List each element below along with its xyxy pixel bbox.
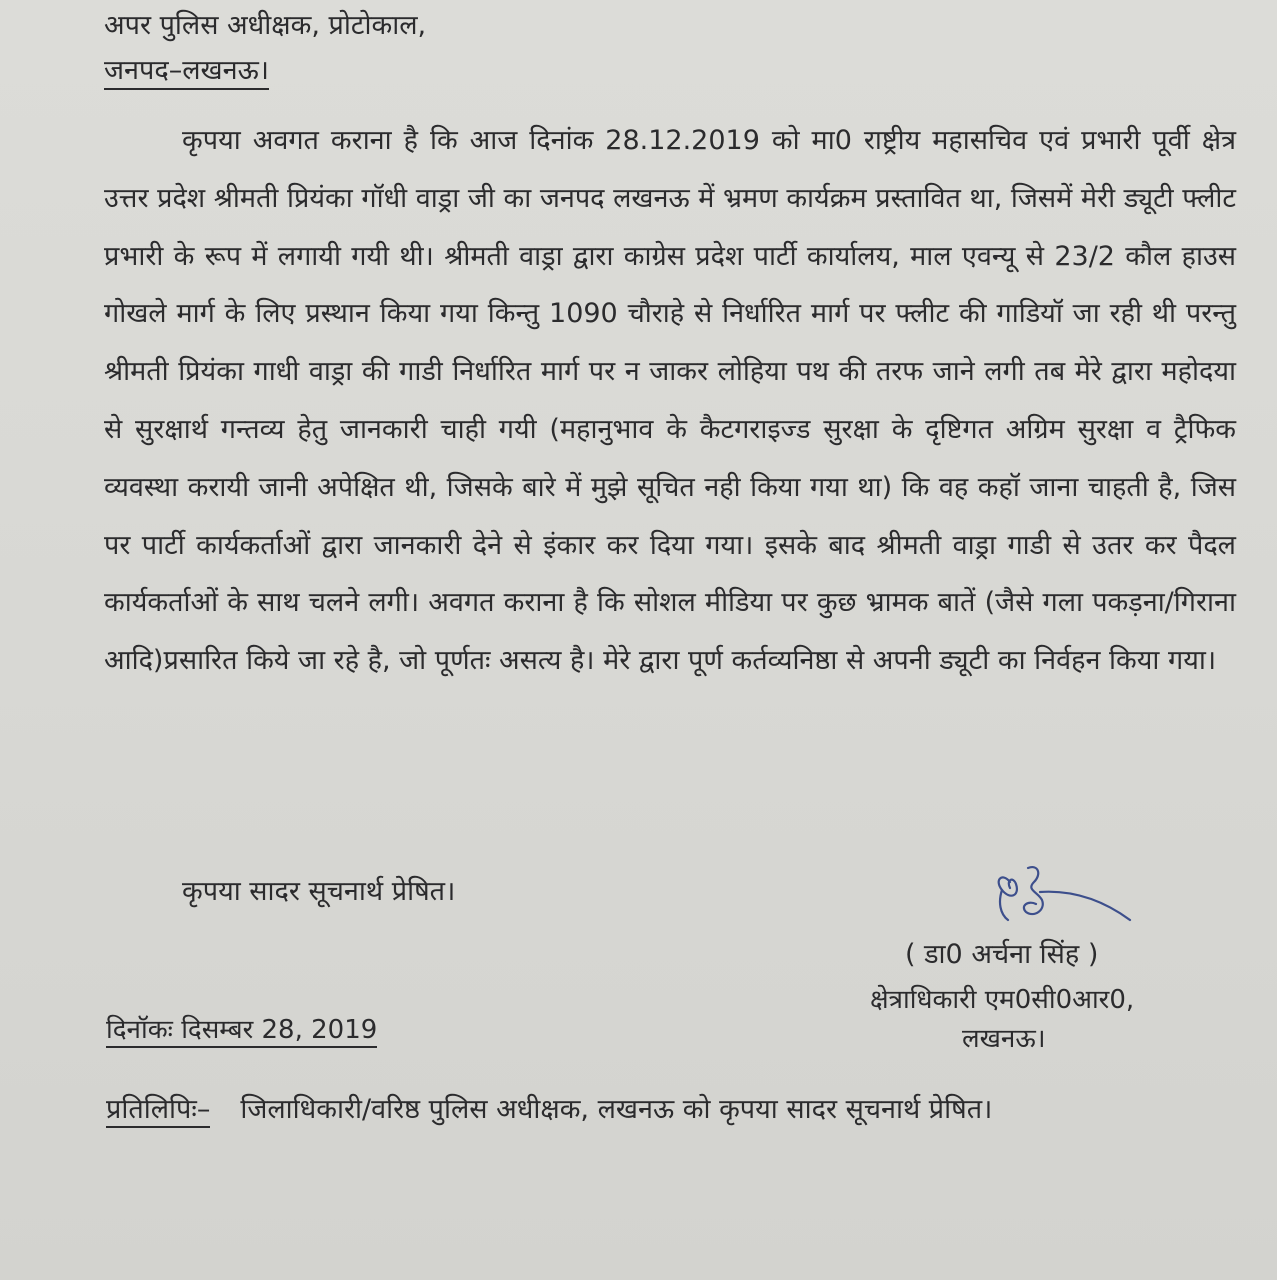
recipient-line-1: अपर पुलिस अधीक्षक, प्रोटोकाल,	[104, 10, 427, 41]
recipient-line-2	[104, 55, 269, 87]
signatory-name: ( डा0 अर्चना सिंह )	[905, 939, 1099, 970]
letter-date: दिनॉकः दिसम्बर 28, 2019	[106, 1015, 377, 1048]
letter-body: कृपया अवगत कराना है कि आज दिनांक 28.12.2019 को मा0 राष्ट्रीय महासचिव एवं प्रभारी पूर्वी क्षेत्र उत्तर प्रदेश श्रीमती प्रियंका गॉधी वाड्रा जी का जनपद लखनऊ में भ्रमण कार्यक्रम प्रस्तावित था, जिसमें मेरी ड्यूटी फ्लीट प्रभारी के रूप में लगायी गयी थी। श्रीमती वाड्रा द्वारा काग्रेस प्रदेश पार्टी कार्यालय, माल एवन्यू से 23/2 कौल हाउस गोखले मार्ग के लिए प्रस्थान किया गया किन्तु 1090 चौराहे से निर्धारित मार्ग पर फ्लीट की गाडियॉ जा रही थी परन्तु श्रीमती प्रियंका गाधी वाड्रा की गाडी निर्धारित मार्ग पर न जाकर लोहिया पथ की तरफ जाने लगी तब मेरे द्वारा महोदया से सुरक्षार्थ गन्तव्य हेतु जानकारी चाही गयी (महानुभाव के कैटगराइज्ड सुरक्षा के दृष्टिगत अग्रिम सुरक्षा व ट्रैफिक व्यवस्था करायी जानी अपेक्षित थी, जिसके बारे में मुझे सूचित नही किया गया था) कि वह कहॉ जाना चाहती है, जिस पर पार्टी कार्यकर्ताओं द्वारा जानकारी देने से इंकार कर दिया गया। इसके बाद श्रीमती वाड्रा गाडी से उतर कर पैदल कार्यकर्ताओं के साथ चलने लगी। अवगत कराना है कि सोशल मीडिया पर कुछ भ्रामक बातें (जैसे गला पकड़ना/गिराना आदि)प्रसारित किये जा रहे है, जो पूर्णतः असत्य है। मेरे द्वारा पूर्ण कर्तव्यनिष्ठा से अपनी ड्यूटी का निर्वहन किया गया।	[104, 125, 1236, 677]
date-line	[106, 1013, 377, 1047]
signatory-city: लखनऊ।	[962, 1024, 1046, 1054]
copy-to-line	[106, 1092, 992, 1128]
copy-label: प्रतिलिपिः–	[106, 1094, 210, 1128]
copy-recipients: जिलाधिकारी/वरिष्ठ पुलिस अधीक्षक, लखनऊ को कृपया सादर सूचनार्थ प्रेषित।	[240, 1094, 993, 1125]
closing-line: कृपया सादर सूचनार्थ प्रेषित।	[182, 876, 456, 907]
signatory-designation: क्षेत्राधिकारी एम0सी0आर0,	[870, 985, 1135, 1015]
recipient-district: जनपद–लखनऊ।	[104, 55, 269, 90]
